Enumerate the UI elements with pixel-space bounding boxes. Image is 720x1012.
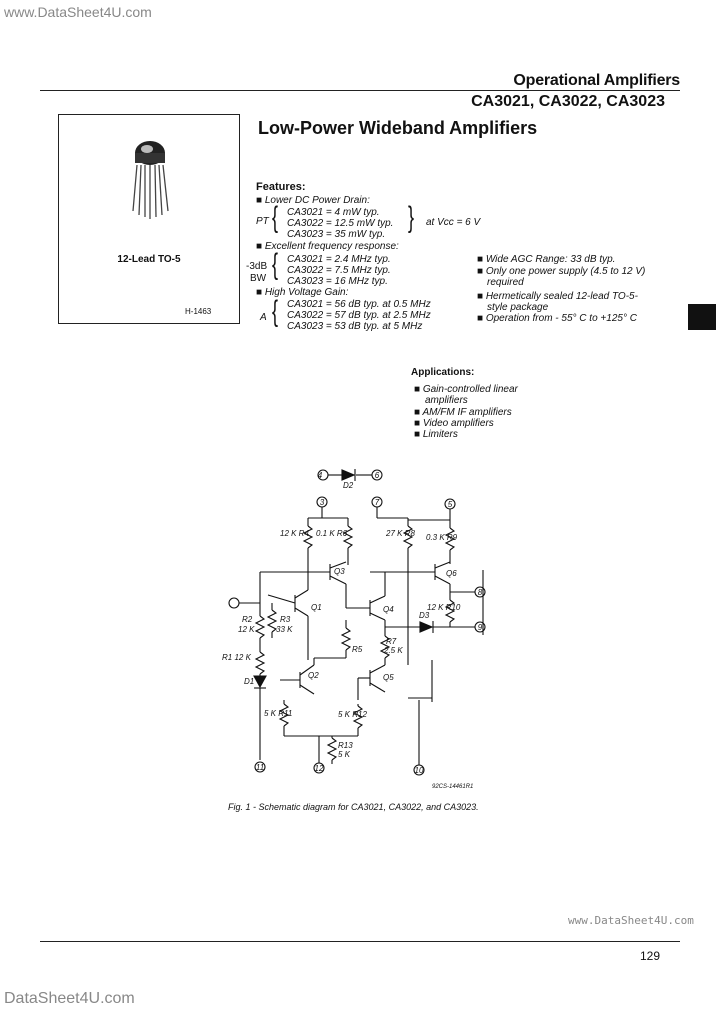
feature-gain: ■ High Voltage Gain:	[256, 287, 349, 298]
resistor-r1-label: R1 12 K	[222, 653, 251, 662]
package-label: 12-Lead TO-5	[117, 254, 181, 265]
transistor-q1-label: Q1	[311, 603, 322, 612]
gain-line-2: CA3022 = 57 dB typ. at 2.5 MHz	[287, 310, 431, 321]
section-tab-marker	[688, 304, 716, 330]
watermark-mid: www.DataSheet4U.com	[568, 914, 694, 927]
power-line-3: CA3023 = 35 mW typ.	[287, 229, 386, 240]
app-item-3: ■ Video amplifiers	[414, 418, 494, 429]
app-item-4: ■ Limiters	[414, 429, 458, 440]
app-video: Video amplifiers	[422, 418, 494, 429]
header-rule	[40, 90, 680, 91]
schematic-code: 92CS-14461R1	[432, 784, 474, 790]
figure-caption: Fig. 1 - Schematic diagram for CA3021, CA3022, and CA3023.	[228, 802, 479, 812]
resistor-r3-label: R3	[280, 615, 291, 624]
feature-supply-cont: required	[487, 277, 524, 288]
brace-gain: {	[272, 295, 279, 328]
feature-hermetic-cont: style package	[487, 302, 549, 313]
app-amfm: AM/FM IF amplifiers	[422, 407, 512, 418]
gain-symbol: A	[260, 312, 267, 323]
feature-temp: Operation from - 55° C to +125° C	[485, 313, 637, 324]
diode-d2-label: D2	[343, 481, 354, 490]
freq-line-3: CA3023 = 16 MHz typ.	[287, 276, 388, 287]
applications-heading: Applications:	[411, 367, 475, 378]
terminal-7: 7	[374, 498, 380, 507]
resistor-r7-label: R7	[386, 637, 397, 646]
resistor-r11-label: 5 K R11	[264, 709, 293, 718]
feature-right-1: ■ Wide AGC Range: 33 dB typ.	[477, 254, 616, 265]
brace-power: {	[272, 201, 279, 234]
feature-hermetic: Hermetically sealed 12-lead TO-5-	[485, 291, 638, 302]
freq-symbol-top: -3dB	[246, 261, 268, 272]
power-line-2: CA3022 = 12.5 mW typ.	[287, 218, 394, 229]
power-condition: at Vcc = 6 V	[426, 217, 481, 228]
page-number: 129	[640, 949, 661, 963]
feature-power: ■ Lower DC Power Drain:	[256, 195, 370, 206]
terminal-12: 12	[314, 764, 324, 773]
terminal-5: 5	[447, 500, 453, 509]
resistor-r6-label: 0.1 K R6	[316, 529, 348, 538]
resistor-r5-label: R5	[352, 645, 363, 654]
part-numbers: CA3021, CA3022, CA3023	[471, 93, 665, 110]
diode-d3-label: D3	[419, 611, 430, 620]
freq-line-1: CA3021 = 2.4 MHz typ.	[287, 254, 391, 265]
terminal-11: 11	[255, 763, 265, 772]
brace-freq: {	[272, 248, 279, 281]
footer-rule	[40, 941, 680, 942]
terminal-9: 9	[477, 623, 483, 632]
freq-line-2: CA3022 = 7.5 MHz typ.	[287, 265, 391, 276]
transistor-q5-label: Q5	[383, 673, 394, 682]
feature-gain-label: High Voltage Gain:	[264, 287, 349, 298]
feature-right-4: ■ Operation from - 55° C to +125° C	[477, 313, 637, 324]
freq-symbol-bottom: BW	[250, 273, 267, 284]
terminal-4: 4	[317, 471, 323, 480]
power-line-1: CA3021 = 4 mW typ.	[287, 207, 380, 218]
transistor-q3-label: Q3	[334, 567, 345, 576]
terminal-8: 8	[477, 588, 483, 597]
resistor-r10-label: 12 K R10	[427, 603, 461, 612]
app-limiters: Limiters	[422, 429, 458, 440]
resistor-r2-label: R2	[242, 615, 253, 624]
feature-power-label: Lower DC Power Drain:	[264, 195, 370, 206]
resistor-r4-label: 12 K R4	[280, 529, 309, 538]
power-symbol: PT	[256, 216, 269, 227]
feature-right-3: ■ Hermetically sealed 12-lead TO-5-	[477, 291, 638, 302]
transistor-q4-label: Q4	[383, 605, 394, 614]
category-title: Operational Amplifiers	[513, 72, 680, 89]
resistor-r2-value: 12 K	[238, 625, 255, 634]
app-item-1: ■ Gain-controlled linear	[414, 384, 518, 395]
gain-line-3: CA3023 = 53 dB typ. at 5 MHz	[287, 321, 423, 332]
terminal-6: 6	[374, 471, 380, 480]
package-code: H-1463	[185, 307, 212, 316]
watermark-bottom: DataSheet4U.com	[4, 990, 135, 1007]
app-item-1-cont: amplifiers	[425, 395, 468, 406]
app-gain-controlled: Gain-controlled linear	[422, 384, 518, 395]
resistor-r12-label: 5 K R12	[338, 710, 367, 719]
transistor-q6-label: Q6	[446, 569, 457, 578]
resistor-r3-value: 33 K	[276, 625, 293, 634]
terminal-3: 3	[319, 498, 325, 507]
package-box	[58, 114, 240, 324]
resistor-r9-label: 0.3 K R9	[426, 533, 458, 542]
feature-freq: ■ Excellent frequency response:	[256, 241, 399, 252]
terminal-10: 10	[414, 766, 424, 775]
feature-right-2: ■ Only one power supply (4.5 to 12 V)	[477, 266, 646, 277]
feature-freq-label: Excellent frequency response:	[264, 241, 399, 252]
feature-supply: Only one power supply (4.5 to 12 V)	[485, 266, 646, 277]
resistor-r7-value: 2.5 K	[384, 646, 403, 655]
app-item-2: ■ AM/FM IF amplifiers	[414, 407, 512, 418]
gain-line-1: CA3021 = 56 dB typ. at 0.5 MHz	[287, 299, 431, 310]
brace-power-right: }	[408, 201, 415, 234]
to5-package-image	[123, 135, 177, 235]
features-heading: Features:	[256, 181, 306, 193]
diode-d1-label: D1	[244, 677, 255, 686]
watermark-top: www.DataSheet4U.com	[4, 4, 152, 20]
page-title: Low-Power Wideband Amplifiers	[258, 118, 538, 138]
schematic-diagram	[220, 460, 510, 795]
resistor-r8-label: 27 K R8	[386, 529, 415, 538]
transistor-q2-label: Q2	[308, 671, 319, 680]
resistor-r13-value: 5 K	[338, 750, 351, 759]
resistor-r13-label: R13	[338, 741, 353, 750]
feature-agc: Wide AGC Range: 33 dB typ.	[485, 254, 616, 265]
